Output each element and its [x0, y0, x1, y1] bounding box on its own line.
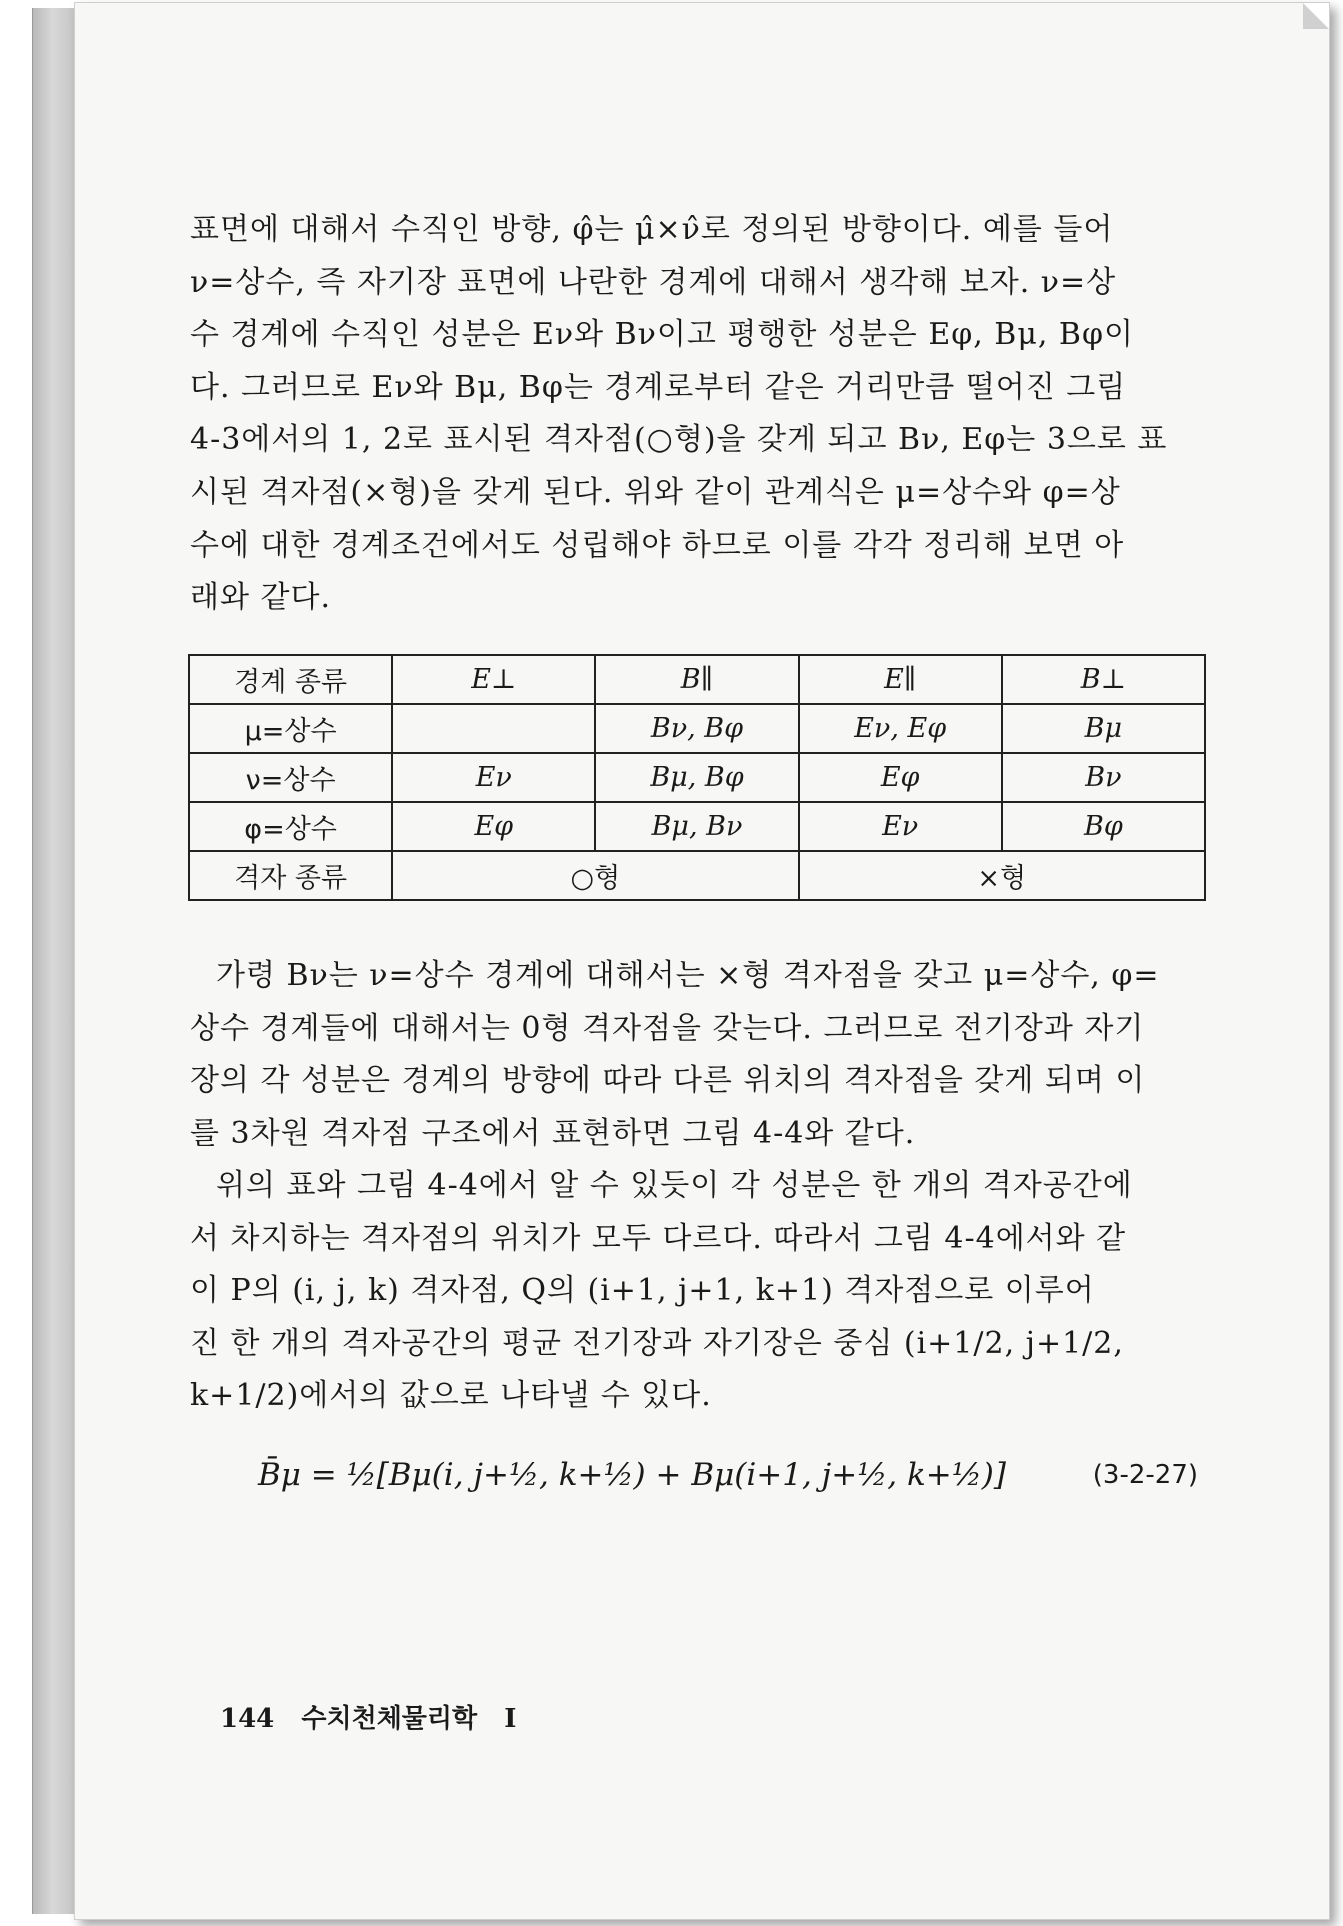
- text-line: 이 P의 (i, j, k) 격자점, Q의 (i+1, j+1, k+1) 격자점으로 이루어: [190, 1273, 1095, 1309]
- table-cell: Bφ: [1002, 802, 1205, 851]
- text-line: 장의 각 성분은 경계의 방향에 따라 다른 위치의 격자점을 갖게 되며 이: [190, 1063, 1146, 1099]
- page-number: 144: [220, 1704, 275, 1734]
- table-cell: Bμ, Bν: [595, 802, 798, 851]
- table-header-cell: B⊥: [1002, 655, 1205, 704]
- table-cell: Eν: [799, 802, 1002, 851]
- table-header-cell: 경계 종류: [189, 655, 392, 704]
- table-cell: Eν: [392, 753, 595, 802]
- table-cell: ν=상수: [189, 753, 392, 802]
- volume-number: I: [504, 1704, 517, 1734]
- text-line: 위의 표와 그림 4-4에서 알 수 있듯이 각 성분은 한 개의 격자공간에: [216, 1168, 1133, 1203]
- text-line: 수 경계에 수직인 성분은 Eν와 Bν이고 평행한 성분은 Eφ, Bμ, Bφ이: [190, 317, 1134, 353]
- table-header-cell: E∥: [799, 655, 1002, 704]
- book-title: 수치천체물리학: [301, 1704, 478, 1734]
- text-line: 상수 경계들에 대해서는 0형 격자점을 갖는다. 그러므로 전기장과 자기: [190, 1010, 1145, 1046]
- book-page-edge: [32, 8, 77, 1914]
- equation-3-2-27: [258, 1440, 1198, 1510]
- table-row: [189, 753, 1205, 802]
- table-row: [189, 802, 1205, 851]
- page-footer: [220, 1698, 516, 1735]
- table-header-cell: E⊥: [392, 655, 595, 704]
- equation-body: B̄μ = ½[Bμ(i, j+½, k+½) + Bμ(i+1, j+½, k+½)]: [258, 1457, 1006, 1493]
- table-cell: Bμ: [1002, 704, 1205, 753]
- boundary-lattice-table: [188, 654, 1206, 901]
- table-cell: φ=상수: [189, 802, 392, 851]
- text-line: 다. 그러므로 Eν와 Bμ, Bφ는 경계로부터 같은 거리만큼 떨어진 그림: [190, 369, 1127, 405]
- table-cell: Eφ: [392, 802, 595, 851]
- table-cell: Eφ: [799, 753, 1002, 802]
- text-line: 표면에 대해서 수직인 방향, φ̂는 μ̂×ν̂로 정의된 방향이다. 예를 들어: [190, 212, 1114, 247]
- paragraph-1: [190, 204, 1204, 625]
- table-cell-lattice-x: ×형: [799, 851, 1205, 900]
- text-line: ν=상수, 즉 자기장 표면에 나란한 경계에 대해서 생각해 보자. ν=상: [190, 264, 1117, 300]
- table-cell: [392, 704, 595, 753]
- paragraph-2: [190, 950, 1204, 1160]
- table-cell: Bν, Bφ: [595, 704, 798, 753]
- table-header-cell: B∥: [595, 655, 798, 704]
- table-cell: 격자 종류: [189, 851, 392, 900]
- page-corner: [1303, 3, 1329, 29]
- table-row-lattice: [189, 851, 1205, 900]
- text-line: 진 한 개의 격자공간의 평균 전기장과 자기장은 중심 (i+1/2, j+1/2,: [190, 1325, 1124, 1361]
- text-line: 가령 Bν는 ν=상수 경계에 대해서는 ×형 격자점을 갖고 μ=상수, φ=: [216, 958, 1160, 993]
- table-header-row: [189, 655, 1205, 704]
- text-line: 시된 격자점(×형)을 갖게 된다. 위와 같이 관계식은 μ=상수와 φ=상: [190, 474, 1121, 510]
- table-cell: Bν: [1002, 753, 1205, 802]
- text-line: 를 3차원 격자점 구조에서 표현하면 그림 4-4와 같다.: [190, 1115, 916, 1151]
- text-line: 수에 대한 경계조건에서도 성립해야 하므로 이를 각각 정리해 보면 아: [190, 527, 1125, 563]
- text-line: k+1/2)에서의 값으로 나타낼 수 있다.: [190, 1378, 712, 1414]
- equation-number: (3-2-27): [1092, 1460, 1198, 1490]
- paragraph-3: [190, 1160, 1204, 1423]
- table-cell: Eν, Eφ: [799, 704, 1002, 753]
- table-cell: μ=상수: [189, 704, 392, 753]
- table-row: [189, 704, 1205, 753]
- table-cell: Bμ, Bφ: [595, 753, 798, 802]
- text-line: 서 차지하는 격자점의 위치가 모두 다르다. 따라서 그림 4-4에서와 같: [190, 1220, 1127, 1256]
- table-cell-lattice-o: ○형: [392, 851, 798, 900]
- text-line: 래와 같다.: [190, 580, 331, 616]
- text-line: 4-3에서의 1, 2로 표시된 격자점(○형)을 갖게 되고 Bν, Eφ는 3으로 표: [190, 422, 1168, 458]
